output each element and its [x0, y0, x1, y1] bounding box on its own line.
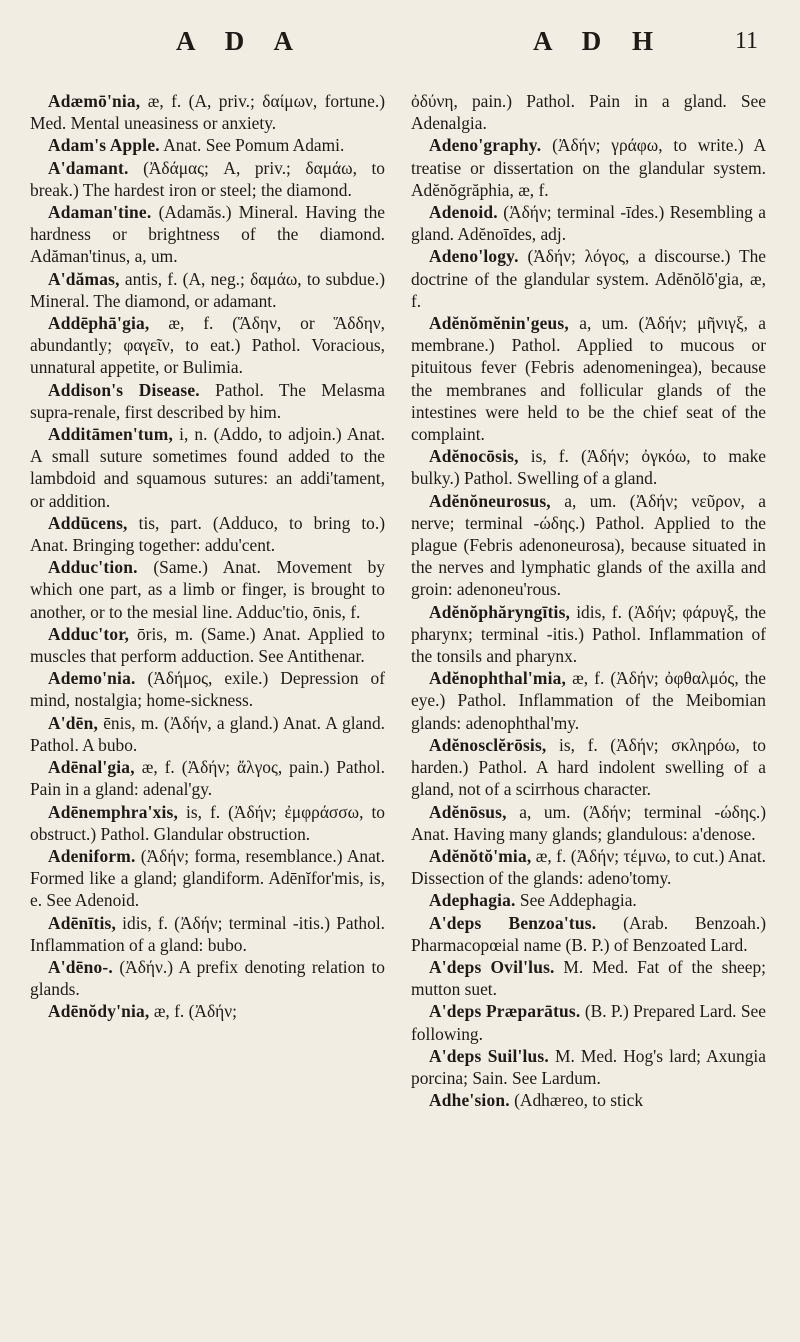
entry-headword: Adeno'graphy. [429, 135, 542, 156]
entry-definition: is, f. (Ἀδήν; σκληρόω, to harden.) Pathol. A hard indolent swelling of a gland, not of a scirrhous character. [411, 734, 766, 800]
dictionary-entry [30, 134, 385, 156]
dictionary-entry [411, 801, 766, 845]
entry-definition: (Ἀδήν; terminal -īdes.) Resembling a gland. Adĕnoīdes, adj. [411, 202, 766, 245]
entry-definition: ēnis, m. (Ἀδήν, a gland.) Anat. A gland. Pathol. A bubo. [30, 712, 385, 755]
entry-headword: Adduc'tor, [48, 623, 130, 644]
dictionary-entry [30, 756, 385, 800]
dictionary-entry [411, 490, 766, 601]
dictionary-entry [30, 556, 385, 623]
dictionary-entry [30, 667, 385, 711]
dictionary-entry [411, 889, 766, 911]
dictionary-entry [30, 801, 385, 845]
entry-headword: Adĕnocōsis, [429, 446, 519, 467]
entry-headword: Adēnal'gia, [48, 757, 135, 778]
entry-definition: ōris, m. (Same.) Anat. Applied to muscles that perform adduction. See Antithenar. [30, 623, 385, 667]
entry-definition: tis, part. (Adduco, to bring to.) Anat. Bringing together: addu'cent. [30, 512, 385, 556]
entry-headword: Adēnŏdy'nia, [48, 1001, 150, 1022]
entry-definition: antis, f. (A, neg.; δαμάω, to subdue.) Mineral. The diamond, or adamant. [30, 268, 385, 311]
entry-headword: Addēphā'gia, [48, 313, 150, 334]
entry-definition: (Ἀδήμος, exile.) Depression of mind, nostalgia; home-sickness. [30, 668, 385, 711]
entry-definition: æ, f. (Ἀδήν; τέμνω, to cut.) Anat. Dissection of the glands: adeno'tomy. [411, 845, 766, 889]
entry-headword: Ademo'nia. [48, 668, 136, 689]
entry-headword: Adeno'logy. [429, 246, 519, 267]
dictionary-entry [411, 312, 766, 445]
entry-headword: Addison's Disease. [48, 379, 200, 400]
entry-definition: M. Med. Hog's lard; Axungia porcina; Sain. See Lardum. [411, 1045, 766, 1088]
entry-headword: Adduc'tion. [48, 557, 138, 578]
dictionary-entry [411, 1045, 766, 1089]
entry-headword: A'deps Præparātus. [429, 1001, 581, 1022]
entry-definition: (Arab. Benzoah.) Pharmacopœial name (B. P.) of Benzoated Lard. [411, 912, 766, 955]
page-number: 11 [734, 28, 758, 54]
entry-headword: Adĕnōsus, [429, 801, 507, 822]
dictionary-entry [30, 268, 385, 312]
entry-definition: a, um. (Ἀδήν; νεῦρον, a nerve; terminal -ώδης.) Pathol. Applied to the plague (Febris adenoneurosa), because situated in the nerves and lymphatic glands of the axilla and groin: adenoneu'rous. [411, 490, 766, 600]
entry-headword: Adeniform. [48, 845, 136, 866]
entry-headword: Adĕnophthal'mia, [429, 668, 567, 689]
dictionary-entry [30, 90, 385, 134]
entry-headword: A'dēno-. [48, 956, 113, 977]
left-column [30, 90, 385, 1023]
dictionary-entry [411, 956, 766, 1000]
entry-headword: A'deps Suil'lus. [429, 1045, 549, 1066]
entry-definition: æ, f. (Ἅδην, or Ἅδδην, abundantly; φαγεῖν, to eat.) Pathol. Voracious, unnatural appetite, or Bulimia. [30, 313, 385, 378]
entry-headword: Addūcens, [48, 512, 128, 533]
entry-headword: Adam's Apple. [48, 135, 160, 156]
dictionary-entry [30, 623, 385, 667]
entry-definition: (Ἀδήν.) A prefix denoting relation to glands. [30, 956, 385, 1000]
dictionary-entry [30, 956, 385, 1000]
dictionary-entry [411, 445, 766, 489]
dictionary-entry [30, 712, 385, 756]
entry-definition: i, n. (Addo, to adjoin.) Anat. A small suture sometimes found added to the lambdoid and squamous sutures: an addi'tament, or addition. [30, 424, 385, 511]
dictionary-entry [30, 157, 385, 201]
dictionary-entry [30, 912, 385, 956]
dictionary-entry [30, 423, 385, 512]
entry-definition: idis, f. (Ἀδήν; terminal -itis.) Pathol. Inflammation of a gland: bubo. [30, 912, 385, 955]
dictionary-entry [411, 667, 766, 734]
entry-headword: Adĕnŏneurosus, [429, 490, 551, 511]
entry-definition: (Ἀδάμας; A, priv.; δαμάω, to break.) The hardest iron or steel; the diamond. [30, 157, 385, 200]
entry-definition: (B. P.) Prepared Lard. See following. [411, 1001, 766, 1044]
entry-headword: Adaman'tine. [48, 202, 152, 223]
running-header [0, 22, 800, 62]
entry-definition: is, f. (Ἀδήν; ὀγκόω, to make bulky.) Pathol. Swelling of a gland. [411, 446, 766, 489]
dictionary-entry [30, 845, 385, 912]
dictionary-entry [411, 912, 766, 956]
entry-headword: Adĕnŏtŏ'mia, [429, 845, 532, 866]
entry-definition: ὀδύνη, pain.) Pathol. Pain in a gland. See Adenalgia. [411, 91, 766, 134]
entry-headword: Adĕnŏmĕnin'geus, [429, 313, 569, 334]
entry-definition: æ, f. (Ἀδήν; ὀφθαλμός, the eye.) Pathol. Inflammation of the Meibomian glands: adenophthal'my. [411, 668, 766, 733]
dictionary-entry [411, 245, 766, 312]
dictionary-entry [411, 1000, 766, 1044]
entry-headword: Adhe'sion. [429, 1090, 510, 1111]
entry-definition: idis, f. (Ἀδήν; φάρυγξ, the pharynx; terminal -itis.) Pathol. Inflammation of the tonsils and pharynx. [411, 601, 766, 667]
entry-definition: (Ἀδήν; forma, resemblance.) Anat. Formed like a gland; glandiform. Adēnĭfor'mis, is, e. See Adenoid. [30, 845, 385, 911]
entry-definition: Pathol. The Melasma supra-renale, first described by him. [30, 379, 385, 422]
entry-headword: Adĕnŏphăryngītis, [429, 601, 571, 622]
dictionary-entry [30, 201, 385, 268]
dictionary-entry [411, 601, 766, 668]
entry-definition: See Addephagia. [515, 890, 637, 911]
right-column [411, 90, 766, 1111]
entry-headword: A'dēn, [48, 712, 99, 733]
guide-word-right: A D H [533, 26, 666, 56]
entry-headword: Adephagia. [429, 890, 516, 911]
entry-definition: a, um. (Ἀδήν; μῆνιγξ, a membrane.) Pathol. Applied to mucous or pituitous fever (Febris adenomeningea), because the membranes and follicular glands of the intestines were held to be the chief seat of the complaint. [411, 313, 766, 445]
entry-headword: Adæmō'nia, [48, 91, 141, 111]
dictionary-entry [411, 734, 766, 801]
entry-definition: æ, f. (Ἀδήν; ἄλγος, pain.) Pathol. Pain in a gland: adenal'gy. [30, 757, 385, 800]
dictionary-entry [411, 134, 766, 201]
entry-headword: A'dămas, [48, 268, 120, 289]
entry-headword: Adēnemphra'xis, [48, 801, 179, 822]
entry-headword: A'deps Benzoa'tus. [429, 912, 597, 933]
entry-headword: Additāmen'tum, [48, 424, 174, 445]
entry-definition: (Ἀδήν; γράφω, to write.) A treatise or dissertation on the glandular system. Adĕnŏgrăphia, æ, f. [411, 135, 766, 200]
dictionary-entry [411, 1089, 766, 1111]
entry-definition: a, um. (Ἀδήν; terminal -ώδης.) Anat. Having many glands; glandulous: a'denose. [411, 801, 766, 844]
dictionary-entry [411, 845, 766, 889]
entry-headword: Adenoid. [429, 202, 498, 223]
dictionary-entry [411, 90, 766, 134]
entry-definition: æ, f. (Ἀδήν; [149, 1001, 237, 1022]
entry-definition: is, f. (Ἀδήν; ἐμφράσσω, to obstruct.) Pathol. Glandular obstruction. [30, 801, 385, 844]
dictionary-entry [411, 201, 766, 245]
entry-headword: A'deps Ovil'lus. [429, 956, 555, 977]
dictionary-entry [30, 379, 385, 423]
entry-definition: Anat. See Pomum Adami. [159, 135, 345, 156]
entry-definition: æ, f. (A, priv.; δαίμων, fortune.) Med. Mental uneasiness or anxiety. [30, 91, 385, 134]
entry-definition: (Adamăs.) Mineral. Having the hardness or brightness of the diamond. Adăman'tinus, a, um. [30, 202, 385, 267]
entry-definition: (Same.) Anat. Movement by which one part, as a limb or finger, is brought to another, or to the mesial line. Adduc'tio, ōnis, f. [30, 557, 385, 622]
entry-headword: Adēnītis, [48, 912, 116, 933]
entry-headword: A'damant. [48, 157, 129, 178]
guide-word-left: A D A [176, 26, 306, 56]
entry-definition: M. Med. Fat of the sheep; mutton suet. [411, 956, 766, 1000]
entry-definition: (Adhæreo, to stick [509, 1090, 644, 1111]
dictionary-entry [30, 512, 385, 556]
entry-headword: Adĕnosclĕrōsis, [429, 734, 547, 755]
dictionary-entry [30, 312, 385, 379]
entry-definition: (Ἀδήν; λόγος, a discourse.) The doctrine of the glandular system. Adĕnŏlŏ'gia, æ, f. [411, 246, 766, 311]
dictionary-entry [30, 1000, 385, 1022]
